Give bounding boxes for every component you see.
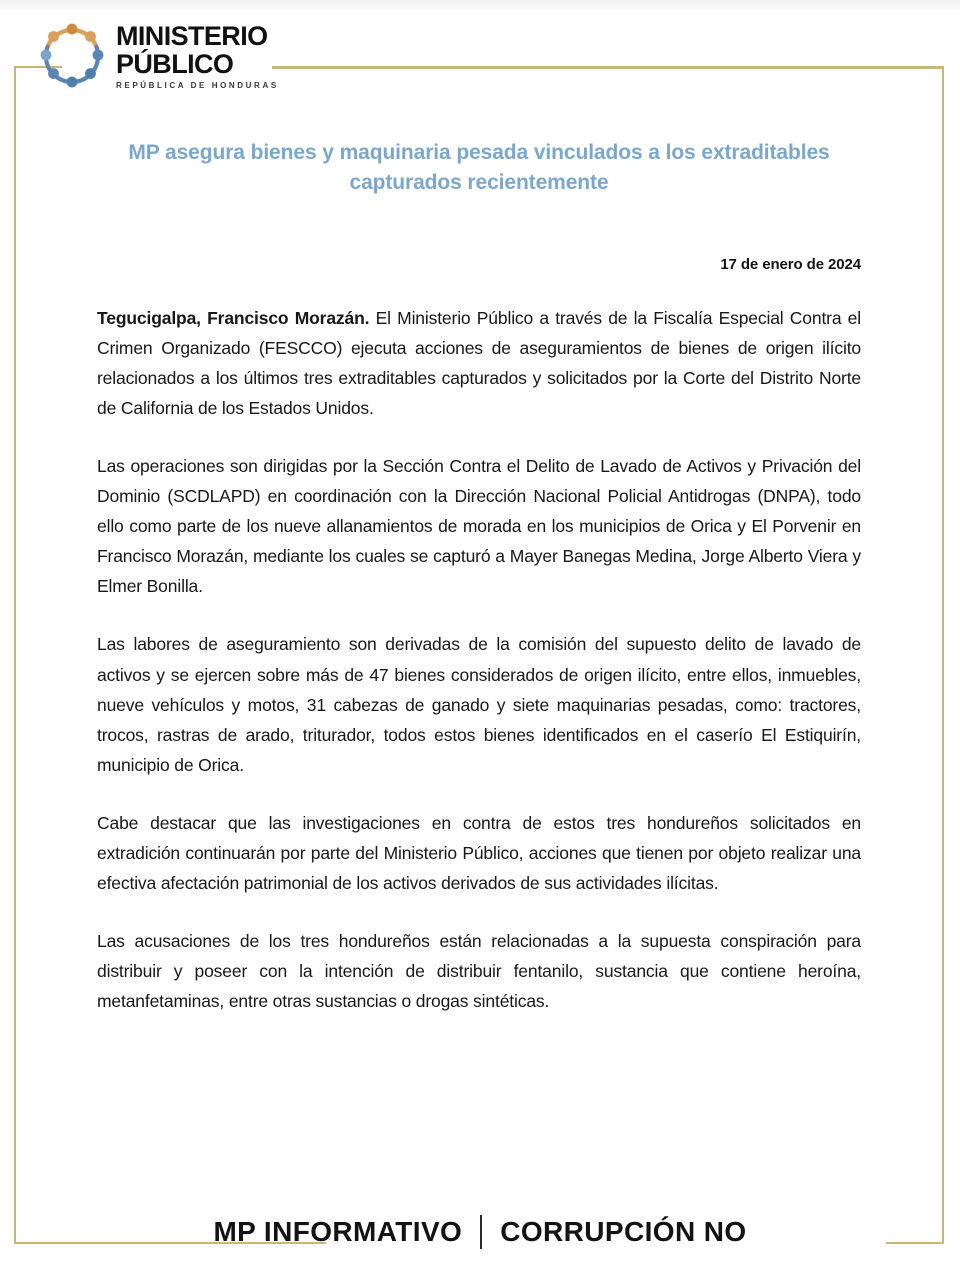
page-title: MP asegura bienes y maquinaria pesada vinculados a los extraditables capturados recientemente <box>128 141 830 194</box>
org-name-line1: MINISTERIO <box>116 20 268 51</box>
footer <box>0 1215 960 1249</box>
wordmark <box>116 20 279 90</box>
footer-divider <box>480 1215 482 1249</box>
circle-of-people-icon <box>38 22 106 90</box>
frame-right-border <box>942 66 944 1244</box>
footer-left-text: MP INFORMATIVO <box>213 1216 463 1247</box>
org-name-line2: PÚBLICO <box>116 48 234 79</box>
paragraph-4: Cabe destacar que las investigaciones en contra de estos tres hondureños solicitados en extradición continuarán por parte del Ministerio Público, acciones que tienen por objeto realizar una efectiva afectación patrimonial de los activos derivados de sus actividades ilícitas. <box>97 812 861 894</box>
paragraph-3: Las labores de aseguramiento son derivadas de la comisión del supuesto delito de lavado de activos y se ejercen sobre más de 47 bienes considerados de origen ilícito, entre ellos, inmuebles, nueve vehículos y motos, 31 cabezas de ganado y siete maquinarias pesadas, como: tractores, trocos, rastras de arado, triturador, todos estos bienes identificados en el caserío El Estiquirín, municipio de Orica. <box>97 634 861 775</box>
paragraph-1 <box>97 303 861 423</box>
org-subtitle: REPÚBLICA DE HONDURAS <box>116 80 279 90</box>
masthead <box>38 22 279 90</box>
header-gold-rule <box>272 66 944 69</box>
document-body <box>97 138 861 1017</box>
paragraph-1-lead: Tegucigalpa, Francisco Morazán. <box>97 307 370 328</box>
paragraph-2: Las operaciones son dirigidas por la Sección Contra el Delito de Lavado de Activos y Privación del Dominio (SCDLAPD) en coordinación con la Dirección Nacional Policial Antidrogas (DNPA), todo ello como parte de los nueve allanamientos de morada en los municipios de Orica y El Porvenir en Francisco Morazán, mediante los cuales se capturó a Mayer Banegas Medina, Jorge Alberto Viera y Elmer Bonilla. <box>97 456 861 597</box>
paragraph-5: Las acusaciones de los tres hondureños están relacionadas a la supuesta conspiración para distribuir y poseer con la intención de distribuir fentanilo, sustancia que contiene heroína, metanfetaminas, entre otras sustancias o drogas sintéticas. <box>97 931 861 1012</box>
top-edge-strip <box>0 0 960 10</box>
dateline: 17 de enero de 2024 <box>720 255 861 273</box>
paragraph-1-body: El Ministerio Público a través de la Fiscalía Especial Contra el Crimen Organizado (FESCCO) ejecuta acciones de aseguramientos de bienes de origen ilícito relacionados a los últimos tres extraditables capturados y solicitados por la Corte del Distrito Norte de California de los Estados Unidos. <box>97 307 861 418</box>
frame-left-border <box>14 66 16 1242</box>
footer-right-text: CORRUPCIÓN NO <box>500 1216 747 1247</box>
